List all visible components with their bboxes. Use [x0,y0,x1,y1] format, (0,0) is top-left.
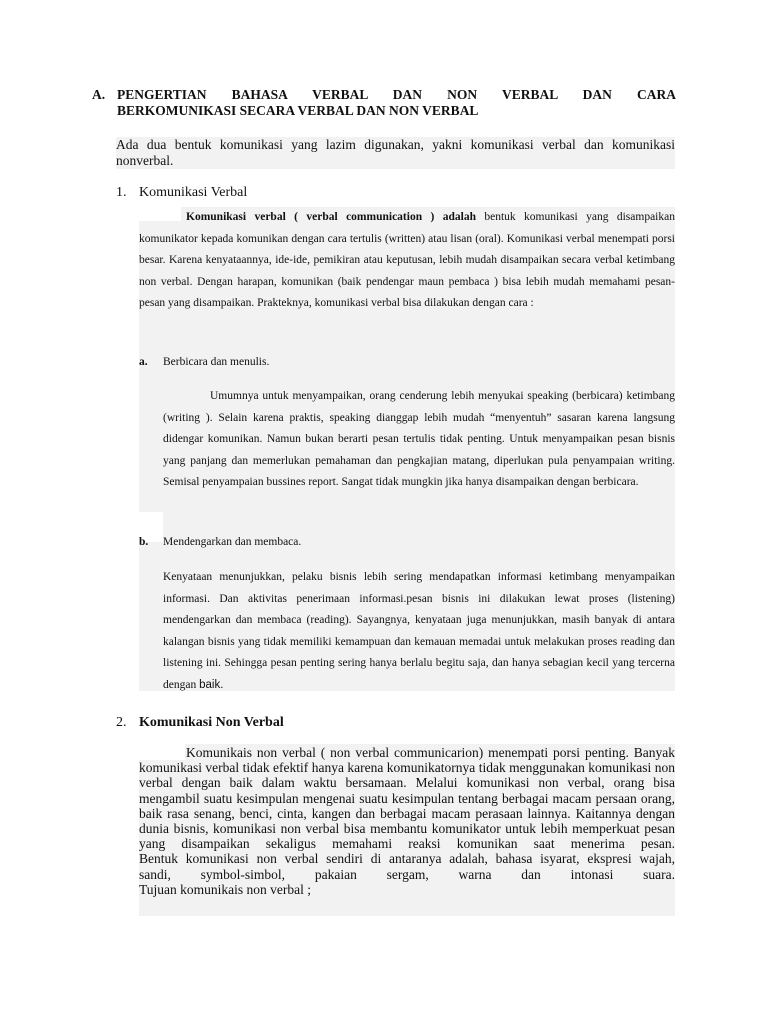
section-2-number: 2. [116,715,127,730]
section-2-para-2-line-2: sandi, symbol-simbol, pakaian sergam, warna dan intonasi suara. [139,866,675,882]
section-1-paragraph [139,207,675,315]
sub-b-title [139,535,439,549]
section-1-body: bentuk komunikasi yang disampaikan komunikator kepada komunikan dengan cara tertulis (written) atau lisan (oral). Komunikasi verbal menempati porsi besar. Karena kenyataannya, ide-ide, pemikiran atau keputusan, lebih mudah disampaikan secara verbal ketimbang non verbal. Dengan harapan, komunikan (baik pendengar maun pembaca ) bisa lebih mudah memahami pesan-pesan yang disampaikan. Prakteknya, komunikasi verbal bisa dilakukan dengan cara : [139,211,675,309]
sub-a-paragraph [163,386,675,494]
heading-number: A. [92,87,106,102]
sub-b-paragraph [163,567,675,696]
section-2-para-1-end: pesan. [640,836,675,852]
heading-line-2: BERKOMUNIKASI SECARA VERBAL DAN NON VERBAL [117,103,479,118]
heading-line-1: PENGERTIAN BAHASA VERBAL DAN NON VERBAL DAN CARA [117,87,676,102]
section-1-number: 1. [116,185,127,200]
sub-b-body: Kenyataan menunjukkan, pelaku bisnis lebih sering mendapatkan informasi ketimbang menyampaikan informasi. Dan aktivitas penerimaan informasi.pesan bisnis ini dilakukan lewat proses (listening) mendengarkan dan membaca (reading). Sayangnya, kenyataan juga menunjukkan, masih banyak di antara kalangan bisnis yang tidak memiliki kemampuan dan kemauan memadai untuk melakukan proses reading dan listening ini. Sehingga pesan penting sering hanya berlalu begitu saja, dan hanya sebagian kecil yang tercerna dengan [163,571,675,691]
sub-b-label: b. [139,536,149,548]
sub-a-heading: Berbicara dan menulis. [163,356,270,368]
sub-b-tail: baik. [199,678,224,691]
section-1-title [116,184,316,201]
section-2-heading: Komunikasi Non Verbal [139,715,284,730]
section-2-para-2-line-1: Bentuk komunikasi non verbal sendiri di antaranya adalah, bahasa isyarat, ekspresi wajah, [139,851,675,867]
sub-a-label: a. [139,356,148,368]
section-2-text [139,745,675,897]
section-2-para-1: Komunikais non verbal ( non verbal communicarion) menempati porsi penting. Banyak komunikasi verbal tidak efektif hanya karena komunikatornya tidak menggunakan komunikasi non verbal dengan baik dalam waktu bersamaan. Melalui komunikasi non verbal, orang bisa mengambil suatu kesimpulan mengenai suatu kesimpulan tentang berbagai macam persaan orang, baik rasa senang, benci, cinta, kangen dan berbagai macam perasaan lainnya. Kaitannya dengan dunia bisnis, komunikasi non verbal bisa membantu komunikator untuk lebih memperkuat pesan yang disampaikan sekaligus memahami reaksi komunikan saat menerima [139,745,675,852]
sub-a-body: Umumnya untuk menyampaikan, orang cenderung lebih menyukai speaking (berbicara) ketimbang (writing ). Selain karena praktis, speaking dianggap lebih mudah “menyentuh” sasaran karena langsung didengar komunikan. Namun bukan berarti pesan tertulis tidak penting. Untuk menyampaikan pesan bisnis yang panjang dan memerlukan pemahaman dan pengkajian matang, diperlukan pula penyampaian writing. Semisal penyampaian bussines report. Sangat tidak mungkin jika hanya disampaikan dengan berbicara. [163,390,675,488]
sub-a-title [139,355,439,369]
main-heading [92,87,676,119]
section-2-title [116,714,366,731]
section-2-para-3: Tujuan komunikais non verbal ; [139,881,311,897]
sub-b-heading: Mendengarkan dan membaca. [163,536,302,548]
intro-paragraph: Ada dua bentuk komunikasi yang lazim digunakan, yakni komunikasi verbal dan komunikasi nonverbal. [116,137,675,168]
section-1-lead: Komunikasi verbal ( verbal communication ) adalah [186,211,476,223]
section-1-heading: Komunikasi Verbal [139,185,248,200]
